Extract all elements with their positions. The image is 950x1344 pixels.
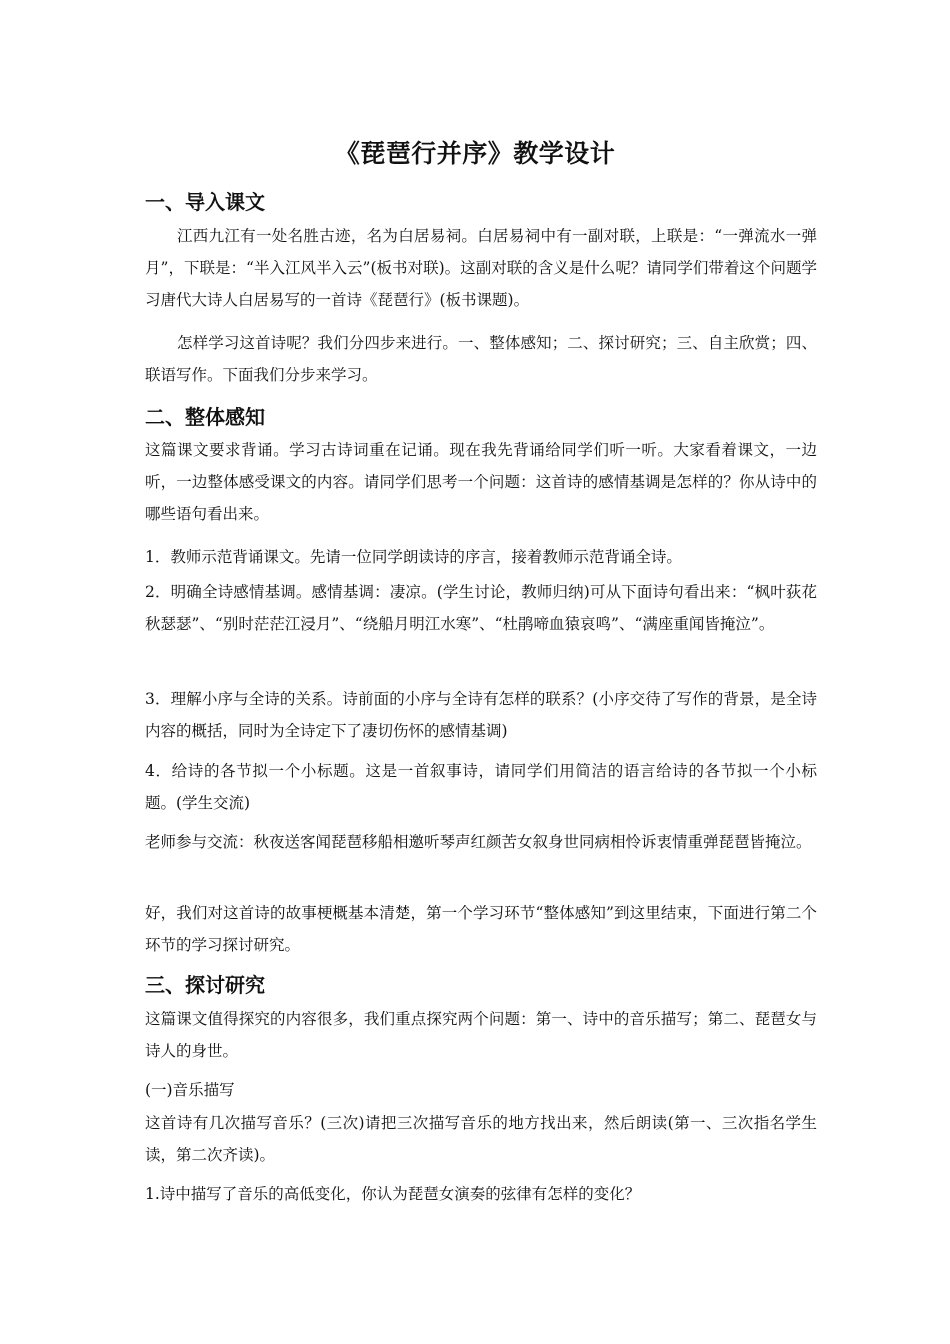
- paragraph: 这篇课文要求背诵。学习古诗词重在记诵。现在我先背诵给同学们听一听。大家看着课文，一边听，一边整体感受课文的内容。请同学们思考一个问题：这首诗的感情基调是怎样的？你从诗中的哪些语句看出来。: [145, 441, 817, 523]
- section-heading-overview: 二、整体感知: [145, 405, 265, 429]
- paragraph: 江西九江有一处名胜古迹，名为白居易祠。白居易祠中有一副对联，上联是：“一弹流水一弹月”，下联是：“半入江风半入云”(板书对联)。这副对联的含义是什么呢？请同学们带着这个问题学习唐代大诗人白居易写的一首诗《琵琶行》(板书课题)。: [145, 227, 817, 309]
- subheading: (一)音乐描写: [145, 1081, 235, 1099]
- paragraph: 这篇课文值得探究的内容很多，我们重点探究两个问题：第一、诗中的音乐描写；第二、琵琶女与诗人的身世。: [145, 1010, 817, 1060]
- list-item: 2．明确全诗感情基调。感情基调：凄凉。(学生讨论，教师归纳)可从下面诗句看出来：“枫叶荻花秋瑟瑟”、“别时茫茫江浸月”、“绕船月明江水寒”、“杜鹃啼血猿哀鸣”、“满座重闻皆掩泣”。: [145, 583, 817, 633]
- paragraph: 好，我们对这首诗的故事梗概基本清楚，第一个学习环节“整体感知”到这里结束，下面进行第二个环节的学习探讨研究。: [145, 904, 817, 954]
- section-heading-research: 三、探讨研究: [145, 973, 265, 997]
- list-item: 1.诗中描写了音乐的高低变化，你认为琵琶女演奏的弦律有怎样的变化？: [145, 1185, 641, 1203]
- list-item: 1．教师示范背诵课文。先请一位同学朗读诗的序言，接着教师示范背诵全诗。: [145, 548, 682, 566]
- paragraph: 这首诗有几次描写音乐？(三次)请把三次描写音乐的地方找出来，然后朗读(第一、三次指名学生读，第二次齐读)。: [145, 1114, 817, 1164]
- paragraph: 怎样学习这首诗呢？我们分四步来进行。一、整体感知；二、探讨研究；三、自主欣赏；四、联语写作。下面我们分步来学习。: [145, 334, 817, 384]
- list-item: 3．理解小序与全诗的关系。诗前面的小序与全诗有怎样的联系？(小序交待了写作的背景，是全诗内容的概括，同时为全诗定下了凄切伤怀的感情基调): [145, 690, 817, 740]
- document-title: 《琵琶行并序》教学设计: [334, 139, 616, 168]
- section-heading-intro: 一、导入课文: [145, 190, 265, 214]
- list-item: 4．给诗的各节拟一个小标题。这是一首叙事诗，请同学们用简洁的语言给诗的各节拟一个小标题。(学生交流): [145, 762, 817, 812]
- paragraph: 老师参与交流：秋夜送客闻琵琶移船相邀听琴声红颜苦女叙身世同病相怜诉衷情重弹琵琶皆掩泣。: [145, 833, 812, 851]
